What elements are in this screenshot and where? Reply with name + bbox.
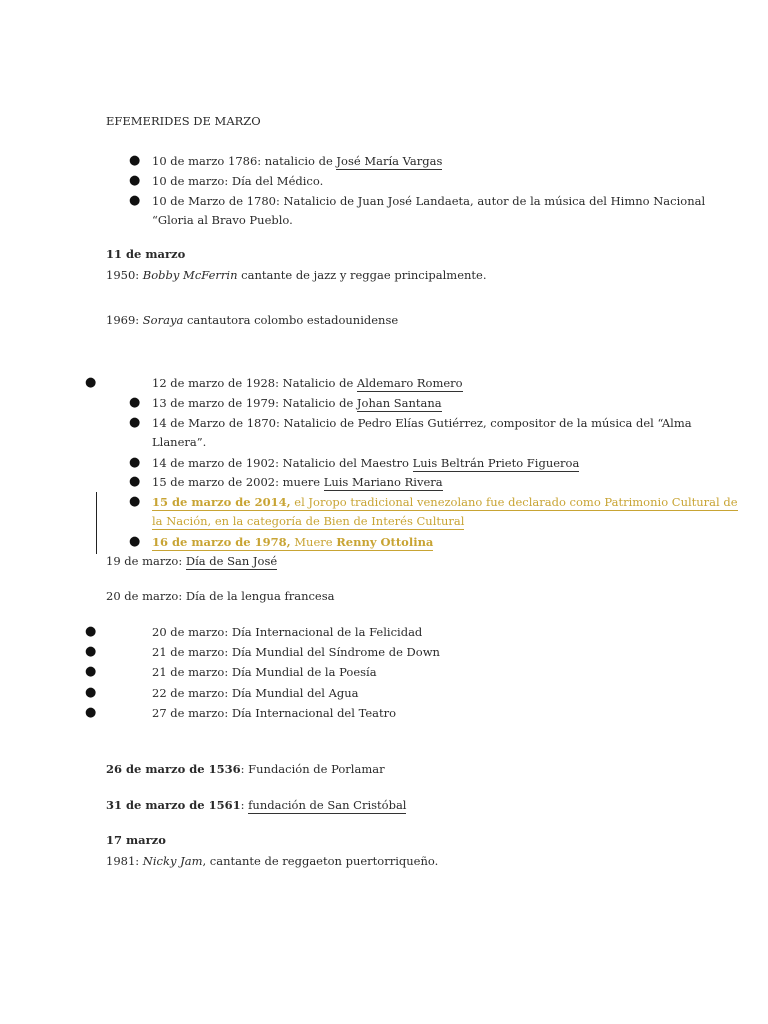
entry-year: 1969: (106, 313, 143, 327)
entry-name: Bobby McFerrin (142, 268, 238, 282)
list-item (152, 152, 442, 170)
entry-text: 19 de marzo: (106, 554, 186, 568)
entry-26-marzo (106, 760, 385, 778)
list-item: 10 de Marzo de 1780: Natalicio de Juan José Landaeta, autor de la música del Himno Nacional (152, 194, 706, 208)
date-highlight: 16 de marzo de 1978, (152, 535, 291, 549)
link-aldemaro-romero[interactable]: Aldemaro Romero (356, 376, 463, 390)
list-item-renny (152, 533, 433, 551)
entry-20-marzo: 20 de marzo: Día de la lengua francesa (106, 589, 335, 603)
list-item: 20 de marzo: Día Internacional de la Felicidad (152, 625, 423, 639)
list-item (152, 473, 443, 491)
bullet: ● (85, 624, 97, 639)
list-item-text: 15 de marzo de 2002: muere (152, 475, 324, 489)
list-item-text: 13 de marzo de 1979: Natalicio de (152, 396, 357, 410)
entry-name: Nicky Jam (142, 854, 203, 868)
bullet: ● (129, 474, 141, 489)
entry-31-marzo (106, 796, 406, 814)
list-item (152, 374, 463, 392)
bullet: ● (129, 534, 141, 549)
entry-date: 26 de marzo de 1536 (106, 762, 241, 776)
link-luis-mariano-rivera[interactable]: Luis Mariano Rivera (323, 475, 443, 489)
entry-desc: , cantante de reggaeton puertorriqueño. (202, 854, 439, 868)
change-bar (96, 492, 97, 554)
entry-text: : Fundación de Porlamar (240, 762, 385, 776)
entry-desc: cantautora colombo estadounidense (183, 313, 399, 327)
list-item-continuation (152, 512, 464, 530)
entry-name: Soraya (142, 313, 184, 327)
link-luis-beltran-prieto-figueroa[interactable]: Luis Beltrán Prieto Figueroa (412, 456, 580, 470)
bullet: ● (129, 153, 141, 168)
entry-text: : (240, 798, 249, 812)
bullet: ● (85, 664, 97, 679)
entry-19-marzo (106, 552, 277, 570)
list-item: 10 de marzo: Día del Médico. (152, 174, 324, 188)
list-item (152, 394, 442, 412)
link-jose-maria-vargas[interactable]: José María Vargas (336, 154, 443, 168)
date-highlight: 15 de marzo de 2014, (152, 495, 291, 509)
bullet: ● (85, 644, 97, 659)
entry-1950 (106, 266, 487, 284)
entry-year: 1950: (106, 268, 143, 282)
bullet: ● (129, 494, 141, 509)
list-item-text: 14 de marzo de 1902: Natalicio del Maestro (152, 456, 413, 470)
section-heading-11-marzo: 11 de marzo (106, 247, 186, 261)
list-item-joropo (152, 493, 738, 511)
bullet: ● (85, 685, 97, 700)
bullet: ● (85, 705, 97, 720)
entry-1969 (106, 311, 398, 329)
list-item: 14 de Marzo de 1870: Natalicio de Pedro Elías Gutiérrez, compositor de la música del “Alma (152, 416, 692, 430)
entry-desc: cantante de jazz y reggae principalmente. (237, 268, 487, 282)
list-item-text: 10 de marzo 1786: natalicio de (152, 154, 337, 168)
bullet: ● (129, 173, 141, 188)
list-item: 21 de marzo: Día Mundial del Síndrome de Down (152, 645, 440, 659)
link-renny-ottolina[interactable]: Renny Ottolina (336, 535, 434, 549)
list-item (152, 454, 579, 472)
entry-date: 31 de marzo de 1561 (106, 798, 241, 812)
link-joropo[interactable]: Joropo (308, 495, 347, 509)
link-fundacion-san-cristobal[interactable]: fundación de San Cristóbal (248, 798, 407, 812)
bullet: ● (129, 455, 141, 470)
link-dia-de-san-jose[interactable]: Día de San José (185, 554, 278, 568)
bullet: ● (129, 193, 141, 208)
list-item: 21 de marzo: Día Mundial de la Poesía (152, 665, 377, 679)
list-item-text: tradicional venezolano fue declarado como Patrimonio Cultural de (346, 495, 738, 509)
list-item-text: la Nación, en la categoría de Bien de Interés Cultural (152, 514, 465, 528)
list-item-text: 12 de marzo de 1928: Natalicio de (152, 376, 357, 390)
entry-year: 1981: (106, 854, 143, 868)
entry-1981 (106, 852, 438, 870)
bullet: ● (85, 375, 97, 390)
link-johan-santana[interactable]: Johan Santana (356, 396, 442, 410)
list-item-text: Muere (290, 535, 337, 549)
list-item: 27 de marzo: Día Internacional del Teatro (152, 706, 397, 720)
list-item-text: el (290, 495, 309, 509)
bullet: ● (129, 395, 141, 410)
list-item-continuation: Llanera”. (152, 435, 207, 449)
list-item: 22 de marzo: Día Mundial del Agua (152, 686, 359, 700)
bullet: ● (129, 415, 141, 430)
section-heading-17-marzo: 17 marzo (106, 833, 166, 847)
list-item-continuation: “Gloria al Bravo Pueblo. (152, 213, 293, 227)
page-title: EFEMERIDES DE MARZO (106, 114, 261, 128)
